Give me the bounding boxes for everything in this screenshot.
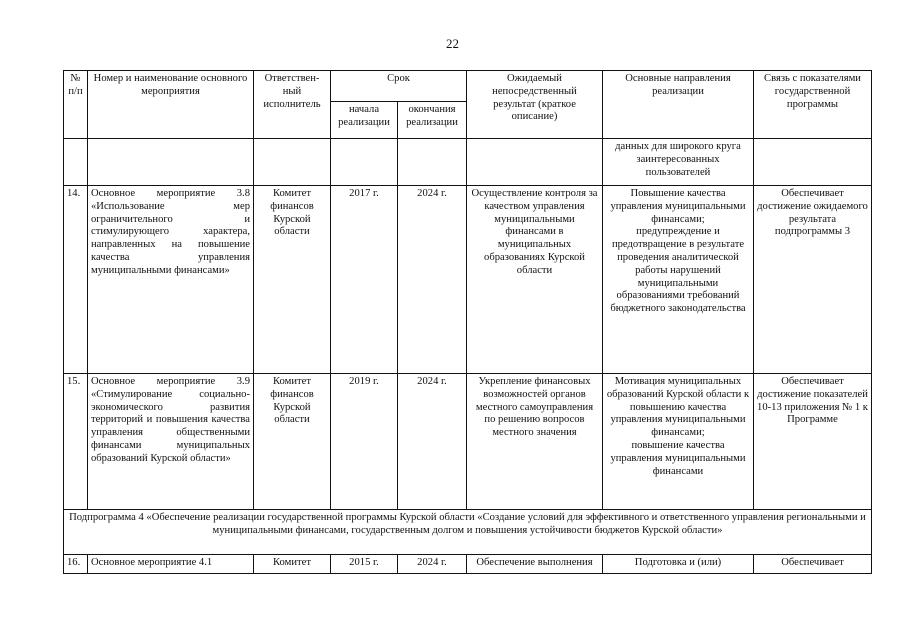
row-name: Основное мероприятие 4.1 <box>88 555 254 574</box>
row-directions: Мотивация муниципальных образований Курской области к повышению качества управления муниципальными финансами; повышение качества управления муниципальными финансами <box>603 374 754 510</box>
row-result: Обеспечение выполнения <box>467 555 603 574</box>
header-end: окончания реализации <box>398 102 467 139</box>
header-result: Ожидаемый непосредственный результат (краткое описание) <box>467 71 603 139</box>
row-end: 2024 г. <box>398 555 467 574</box>
header-start: начала реализации <box>331 102 398 139</box>
table-row <box>64 186 872 374</box>
table-row <box>64 374 872 510</box>
measures-table <box>63 70 872 574</box>
row-responsible: Комитет финансов Курской области <box>254 374 331 510</box>
cont-result <box>467 139 603 186</box>
row-start: 2019 г. <box>331 374 398 510</box>
header-responsible: Ответствен-ный исполнитель <box>254 71 331 139</box>
row-link: Обеспечивает <box>754 555 872 574</box>
row-link: Обеспечивает достижение ожидаемого результата подпрограммы 3 <box>754 186 872 374</box>
cont-name <box>88 139 254 186</box>
row-start: 2017 г. <box>331 186 398 374</box>
header-row <box>64 71 872 102</box>
row-num: 15. <box>64 374 88 510</box>
row-directions: Повышение качества управления муниципальными финансами; предупреждение и предотвращение в результате проведения аналитической работы нарушений муниципальными образованиями требований бюджетного законодательства <box>603 186 754 374</box>
subprogram-row <box>64 510 872 555</box>
row-num: 14. <box>64 186 88 374</box>
table-row-continuation <box>64 139 872 186</box>
header-term: Срок <box>331 71 467 102</box>
row-num: 16. <box>64 555 88 574</box>
header-directions: Основные направления реализации <box>603 71 754 139</box>
row-directions: Подготовка и (или) <box>603 555 754 574</box>
cont-directions: данных для широкого круга заинтересованных пользователей <box>603 139 754 186</box>
row-result: Осуществление контроля за качеством управления муниципальными финансами в муниципальных образованиях Курской области <box>467 186 603 374</box>
cont-end <box>398 139 467 186</box>
row-name: Основное мероприятие 3.8 «Использование мер ограничительного и стимулирующего характера, направленных на повышение качества управления муниципальными финансами» <box>88 186 254 374</box>
row-responsible: Комитет <box>254 555 331 574</box>
header-link: Связь с показателями государственной программы <box>754 71 872 139</box>
cont-responsible <box>254 139 331 186</box>
header-num: № п/п <box>64 71 88 139</box>
row-responsible: Комитет финансов Курской области <box>254 186 331 374</box>
cont-start <box>331 139 398 186</box>
table-row <box>64 555 872 574</box>
header-name: Номер и наименование основного мероприятия <box>88 71 254 139</box>
row-end: 2024 г. <box>398 186 467 374</box>
row-end: 2024 г. <box>398 374 467 510</box>
cont-link <box>754 139 872 186</box>
row-result: Укрепление финансовых возможностей органов местного самоуправления по решению вопросов местного значения <box>467 374 603 510</box>
row-name: Основное мероприятие 3.9 «Стимулирование социально-экономического развития территорий и повышения качества управления общественными финансами муниципальных образований Курской области» <box>88 374 254 510</box>
row-start: 2015 г. <box>331 555 398 574</box>
subprogram-title: Подпрограмма 4 «Обеспечение реализации государственной программы Курской области «Создание условий для эффективного и ответственного управления региональными и муниципальными финансами, государственным долгом и повышения устойчивости бюджетов Курской области» <box>64 510 872 555</box>
cont-num <box>64 139 88 186</box>
row-link: Обеспечивает достижение показателей 10-13 приложения № 1 к Программе <box>754 374 872 510</box>
page-number: 22 <box>446 36 459 51</box>
